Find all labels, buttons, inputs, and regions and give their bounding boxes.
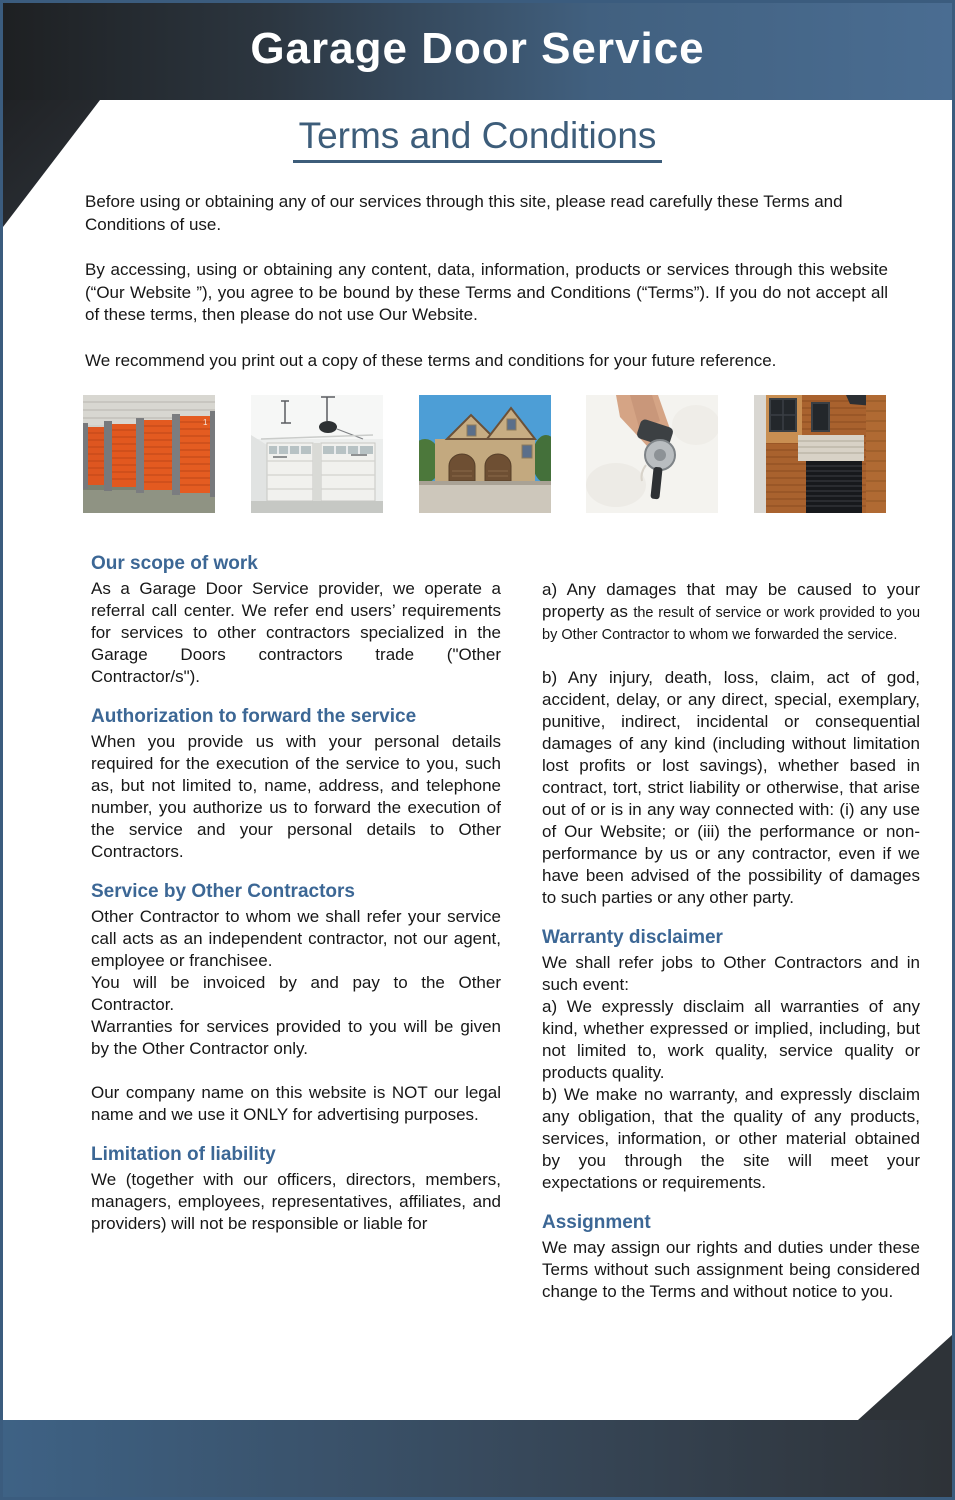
liability-item-a-lead: a) Any damages that may be caused to your property as xyxy=(542,580,920,621)
wooden-facade-garage-photo xyxy=(754,395,886,513)
footer-corner-shape xyxy=(858,1335,952,1420)
section-heading-limitation: Limitation of liability xyxy=(91,1144,276,1165)
section-paragraph: We shall refer jobs to Other Contractors and in such event: xyxy=(542,953,920,994)
section-paragraph: We may assign our rights and duties under these Terms without such assignment being considered change to the Terms and without notice to you. xyxy=(542,1238,920,1301)
technician-power-tool-photo xyxy=(586,395,718,513)
intro-paragraph-1: Before using or obtaining any of our services through this site, please read carefully these Terms and Conditions of use. xyxy=(85,192,843,234)
section-paragraph: Warranties for services provided to you will be given by the Other Contractor only. xyxy=(91,1017,501,1058)
svg-text:1: 1 xyxy=(203,418,208,427)
intro-block xyxy=(85,191,888,372)
liability-item-b: b) Any injury, death, loss, claim, act of god, accident, delay, or any direct, special, exemplary, punitive, indirect, incidental or consequential damages of any kind (including without limitation lost profits or lost savings), whether based in contract, tort, strict liability or otherwise, that arise out of or is in any way connected with: (i) any use of Our Website; or (iii) the performance or non-performance by us or any contractor, even if we have been advised of the possibility of damages to such parties or any other party. xyxy=(542,668,920,907)
house-double-garage-photo xyxy=(419,395,551,513)
section-paragraph: b) We make no warranty, and expressly disclaim any obligation, that the quality of any products, services, information, or other material obtained by you through the site will meet your expectations or requirements. xyxy=(542,1085,920,1192)
section-heading-other-contractors: Service by Other Contractors xyxy=(91,881,355,902)
intro-paragraph-2: By accessing, using or obtaining any content, data, information, products or services through this website (“Our Website ”), you agree to be bound by these Terms and Conditions (“Terms”). If you do not accept all of these terms, then please do not use Our Website. xyxy=(85,260,888,324)
section-heading-scope: Our scope of work xyxy=(91,553,258,574)
section-paragraph: As a Garage Door Service provider, we operate a referral call center. We refer end users’ requirements for services to other contractors specialized in the Garage Doors contractors trade ("Other Contractor/s"). xyxy=(91,579,501,686)
footer-band xyxy=(3,1420,952,1497)
right-column xyxy=(542,553,920,1303)
intro-paragraph-3: We recommend you print out a copy of these terms and conditions for your future reference. xyxy=(85,350,777,370)
orange-storage-units-photo xyxy=(83,395,215,513)
liability-item-a-rest: the result of service or work provided to you by Other Contractor to whom we forwarded the service. xyxy=(542,605,921,643)
terms-heading-wrap xyxy=(3,115,952,163)
section-paragraph: Other Contractor to whom we shall refer your service call acts as an independent contractor, not our agent, employee or franchisee. xyxy=(91,907,501,970)
section-heading-authorization: Authorization to forward the service xyxy=(91,706,417,727)
liability-item-a xyxy=(542,579,920,645)
terms-heading: Terms and Conditions xyxy=(293,115,663,163)
section-heading-assignment: Assignment xyxy=(542,1212,651,1233)
section-paragraph: When you provide us with your personal details required for the execution of the service to you, such as, but not limited to, name, address, and telephone number, you authorize us to forward the execution of the service and your personal details to Other Contractors. xyxy=(91,732,501,861)
photo-strip xyxy=(83,395,886,513)
terms-columns xyxy=(91,553,952,1303)
section-paragraph: You will be invoiced by and pay to the Other Contractor. xyxy=(91,973,501,1014)
garage-interior-opener-photo xyxy=(251,395,383,513)
section-paragraph: We (together with our officers, directors, members, managers, employees, representatives, affiliates, and providers) will not be responsible or liable for xyxy=(91,1170,501,1233)
section-paragraph: a) We expressly disclaim all warranties of any kind, whether expressed or implied, including, but not limited to, work quality, service quality or products quality. xyxy=(542,997,920,1082)
section-heading-warranty: Warranty disclaimer xyxy=(542,927,723,948)
page-title: Garage Door Service xyxy=(250,23,705,73)
header-band xyxy=(3,3,952,100)
left-column xyxy=(91,553,501,1303)
section-paragraph: Our company name on this website is NOT our legal name and we use it ONLY for advertising purposes. xyxy=(91,1083,501,1124)
